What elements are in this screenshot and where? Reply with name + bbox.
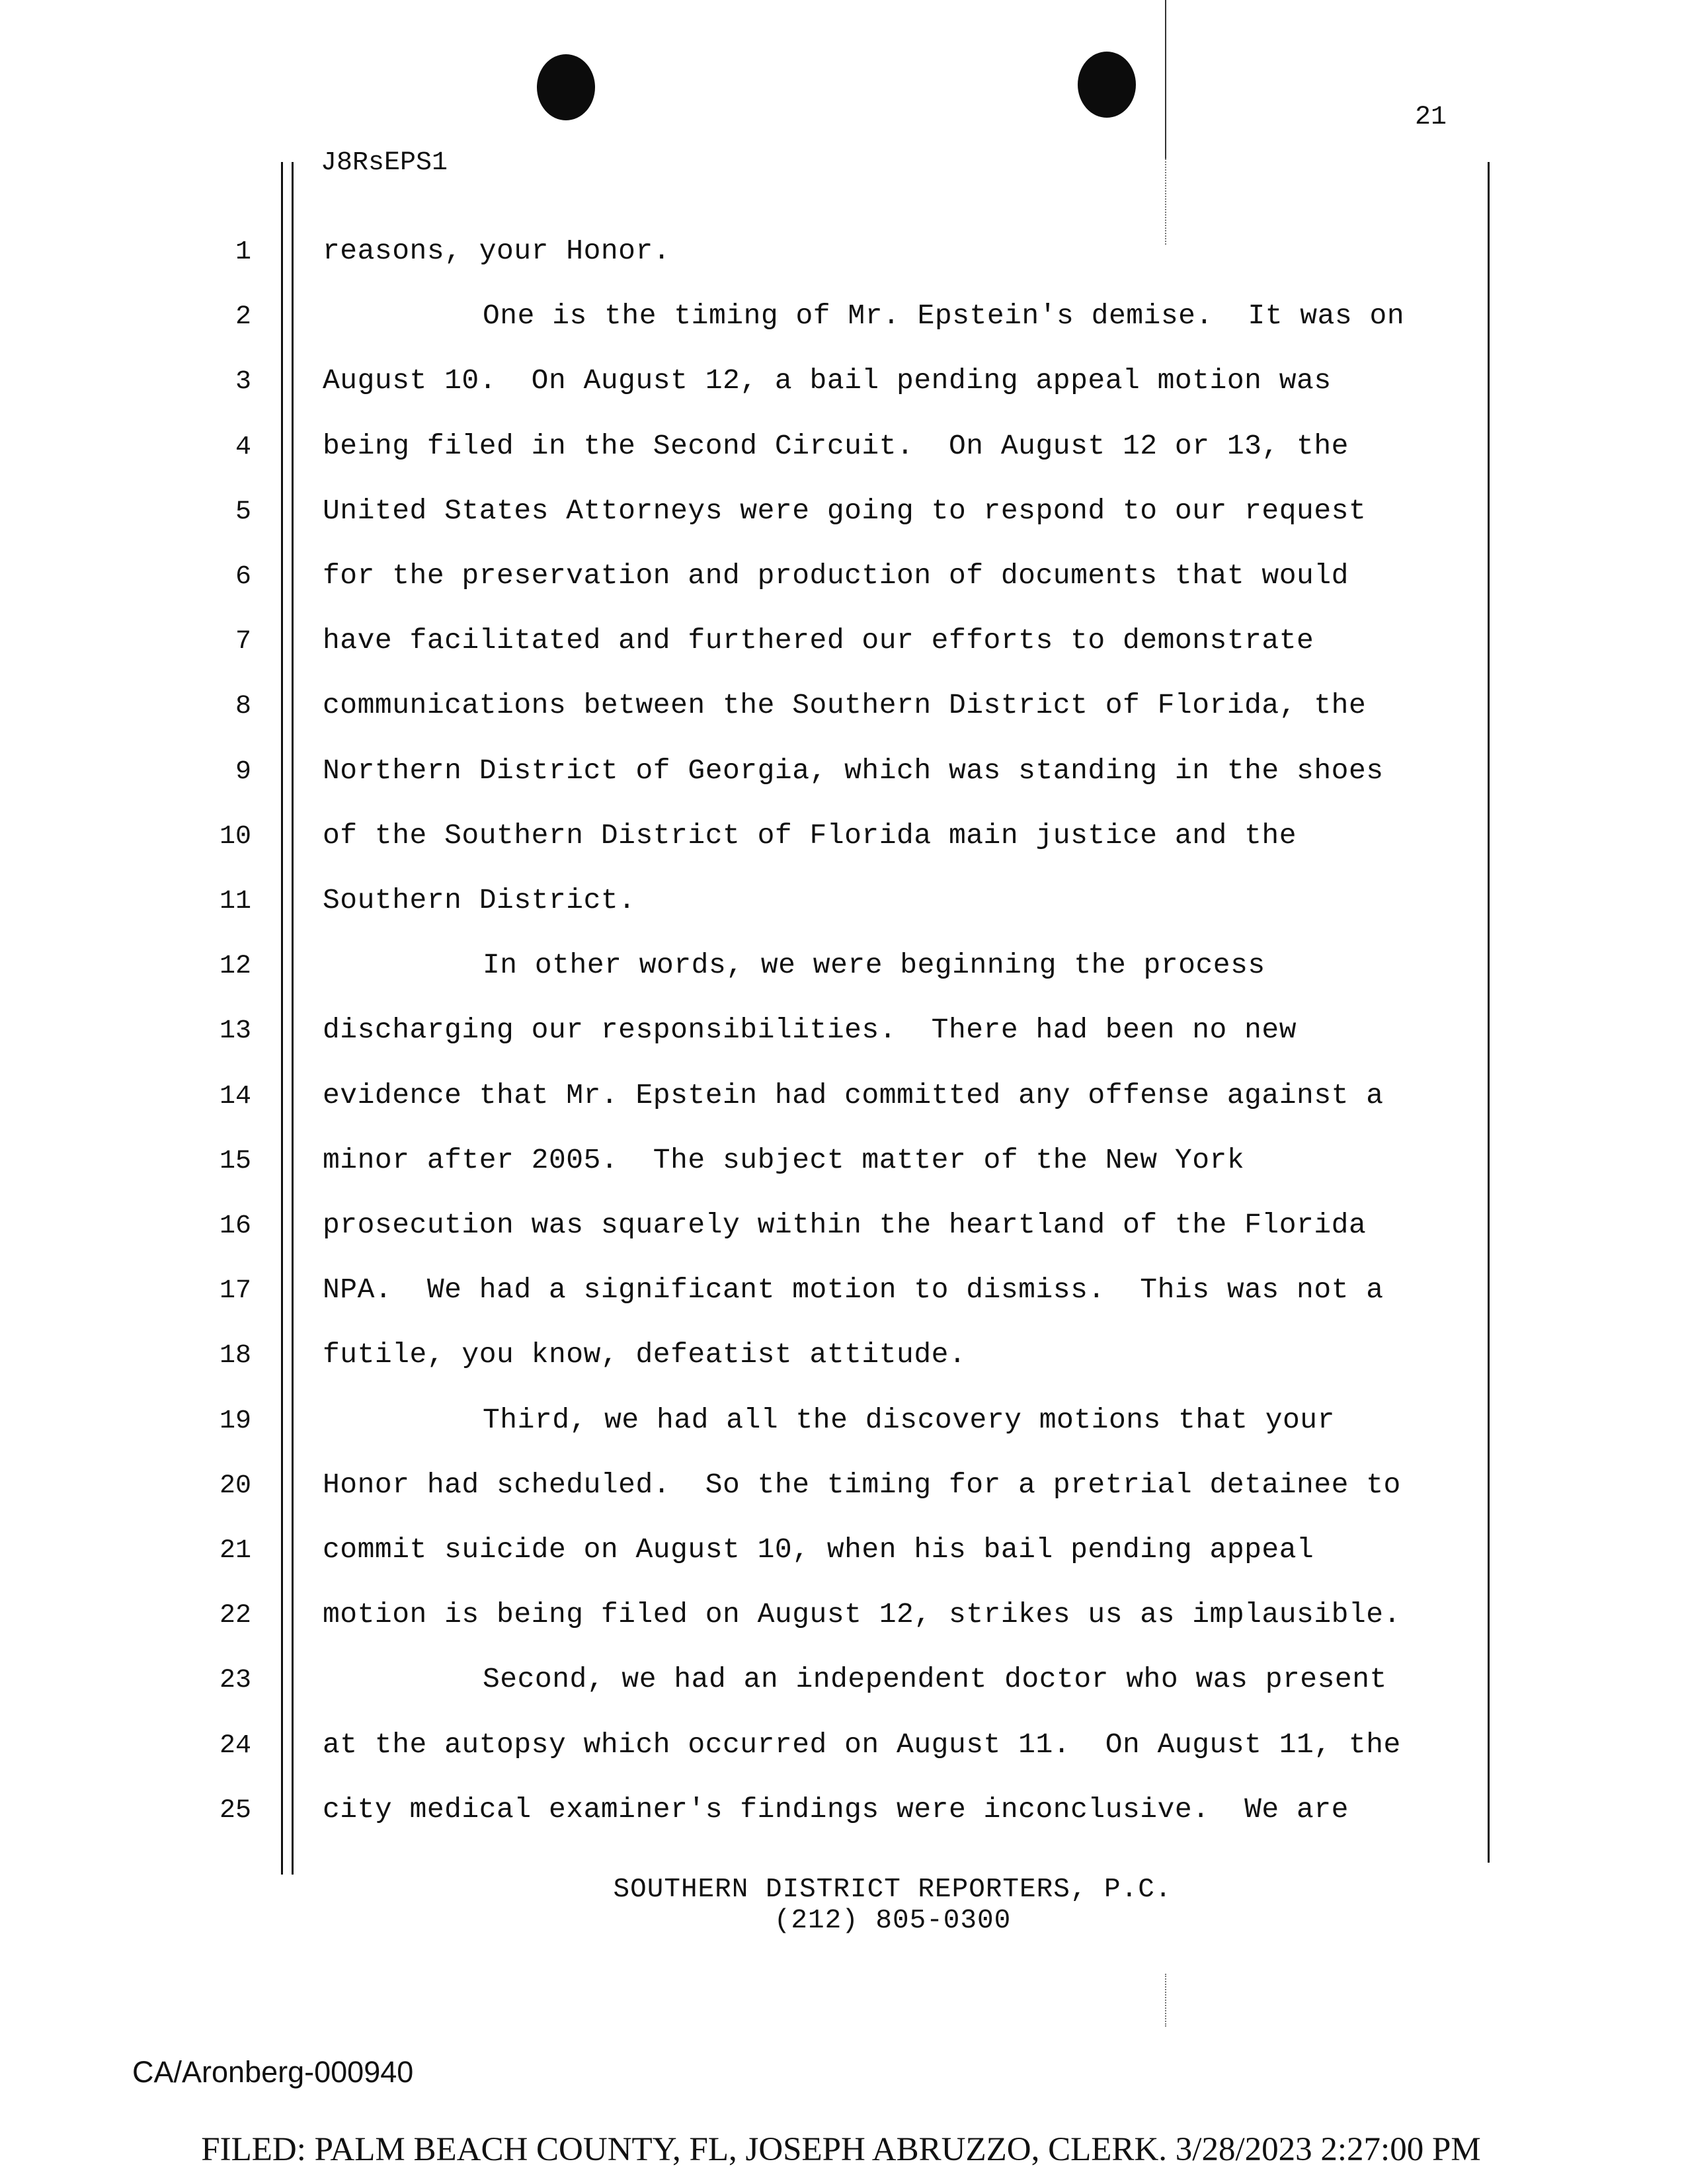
transcript-line: United States Attorneys were going to respond to our request — [323, 495, 1367, 527]
transcript-line: prosecution was squarely within the heartland of the Florida — [323, 1209, 1367, 1241]
line-number: 21 — [219, 1536, 251, 1566]
line-number: 6 — [235, 562, 251, 592]
transcript-line: at the autopsy which occurred on August 11. On August 11, the — [323, 1728, 1401, 1761]
transcript-line: Northern District of Georgia, which was standing in the shoes — [323, 754, 1384, 787]
line-number: 9 — [235, 757, 251, 787]
transcript-line: communications between the Southern District of Florida, the — [323, 689, 1367, 721]
scan-fold-line — [1165, 0, 1166, 159]
line-number: 7 — [235, 627, 251, 657]
line-number: 18 — [219, 1341, 251, 1371]
left-margin-rule-inner — [292, 162, 294, 1875]
case-id: J8RsEPS1 — [321, 148, 448, 178]
transcript-line: reasons, your Honor. — [323, 235, 671, 267]
transcript-line: August 10. On August 12, a bail pending appeal motion was — [323, 364, 1332, 397]
transcript-line: In other words, we were beginning the process — [483, 949, 1265, 981]
line-number: 14 — [219, 1082, 251, 1112]
line-number: 20 — [219, 1471, 251, 1501]
line-number: 11 — [219, 887, 251, 916]
line-number: 19 — [219, 1406, 251, 1436]
bates-number: CA/Aronberg-000940 — [132, 2055, 414, 2089]
transcript-line: evidence that Mr. Epstein had committed any offense against a — [323, 1079, 1384, 1112]
right-margin-rule — [1488, 162, 1490, 1863]
left-margin-rule — [281, 162, 283, 1875]
transcript-line: Third, we had all the discovery motions that your — [483, 1404, 1335, 1436]
line-number: 15 — [219, 1147, 251, 1176]
scan-dots-bottom — [1165, 1974, 1168, 2027]
transcript-line: city medical examiner's findings were inconclusive. We are — [323, 1793, 1349, 1826]
transcript-line: discharging our responsibilities. There had been no new — [323, 1014, 1297, 1046]
line-number: 22 — [219, 1601, 251, 1631]
transcript-line: Honor had scheduled. So the timing for a pretrial detainee to — [323, 1469, 1401, 1501]
punch-hole-left — [537, 54, 595, 120]
transcript-line: motion is being filed on August 12, strikes us as implausible. — [323, 1598, 1401, 1631]
line-number: 17 — [219, 1276, 251, 1306]
line-number: 5 — [235, 497, 251, 527]
line-number: 2 — [235, 302, 251, 332]
filed-stamp: FILED: PALM BEACH COUNTY, FL, JOSEPH ABRUZZO, CLERK. 3/28/2023 2:27:00 PM — [201, 2131, 1481, 2168]
line-number: 24 — [219, 1731, 251, 1761]
transcript-line: futile, you know, defeatist attitude. — [323, 1338, 967, 1371]
line-number: 12 — [219, 951, 251, 981]
transcript-line: commit suicide on August 10, when his bail pending appeal — [323, 1533, 1314, 1566]
transcript-line: Southern District. — [323, 884, 636, 916]
transcript-line: minor after 2005. The subject matter of the New York — [323, 1144, 1245, 1176]
line-number: 13 — [219, 1016, 251, 1046]
transcript-line: One is the timing of Mr. Epstein's demise. It was on — [483, 300, 1405, 332]
line-number: 1 — [235, 237, 251, 267]
line-number: 10 — [219, 822, 251, 852]
reporter-phone: (212) 805-0300 — [774, 1906, 1012, 1936]
transcript-line: for the preservation and production of documents that would — [323, 559, 1349, 592]
transcript-line: of the Southern District of Florida main justice and the — [323, 819, 1297, 852]
line-number: 16 — [219, 1211, 251, 1241]
punch-hole-right — [1078, 52, 1136, 118]
transcript-line: NPA. We had a significant motion to dismiss. This was not a — [323, 1274, 1384, 1306]
transcript-line: being filed in the Second Circuit. On August 12 or 13, the — [323, 430, 1349, 462]
line-number: 4 — [235, 432, 251, 462]
page-number: 21 — [1415, 102, 1447, 132]
transcript-line: Second, we had an independent doctor who was present — [483, 1663, 1387, 1695]
reporter-name: SOUTHERN DISTRICT REPORTERS, P.C. — [613, 1875, 1172, 1905]
scan-dots-top — [1165, 159, 1168, 245]
line-number: 25 — [219, 1796, 251, 1826]
transcript-line: have facilitated and furthered our efforts to demonstrate — [323, 624, 1314, 657]
line-number: 8 — [235, 692, 251, 721]
line-number: 3 — [235, 367, 251, 397]
line-number: 23 — [219, 1666, 251, 1695]
